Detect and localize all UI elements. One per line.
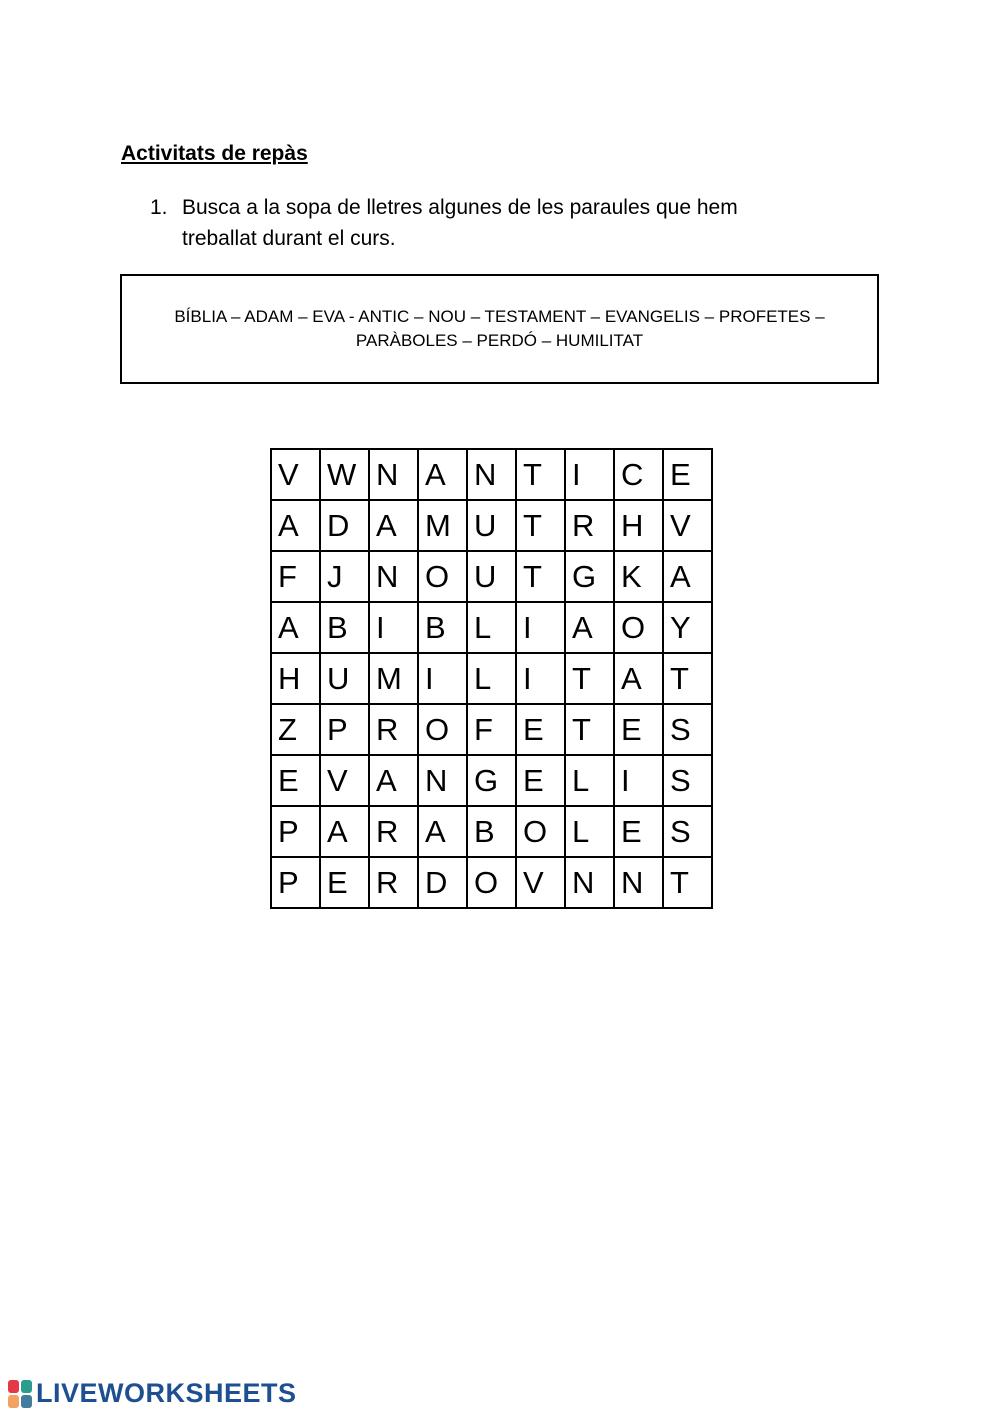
- instruction-text: [182, 192, 850, 254]
- grid-cell[interactable]: I: [369, 602, 418, 653]
- grid-cell[interactable]: L: [565, 806, 614, 857]
- grid-cell[interactable]: T: [516, 500, 565, 551]
- grid-cell[interactable]: O: [418, 551, 467, 602]
- grid-cell[interactable]: L: [565, 755, 614, 806]
- word-list-line1: BÍBLIA – ADAM – EVA - ANTIC – NOU – TESTAMENT – EVANGELIS – PROFETES –: [174, 307, 825, 326]
- grid-cell[interactable]: A: [614, 653, 663, 704]
- grid-row: [271, 755, 712, 806]
- grid-cell[interactable]: A: [369, 755, 418, 806]
- word-list-line2: PARÀBOLES – PERDÓ – HUMILITAT: [355, 331, 644, 350]
- grid-cell[interactable]: T: [516, 449, 565, 500]
- grid-cell[interactable]: D: [418, 857, 467, 908]
- grid-cell[interactable]: V: [320, 755, 369, 806]
- grid-cell[interactable]: N: [418, 755, 467, 806]
- grid-row: [271, 857, 712, 908]
- grid-cell[interactable]: N: [614, 857, 663, 908]
- grid-row: [271, 449, 712, 500]
- grid-cell[interactable]: C: [614, 449, 663, 500]
- grid-cell[interactable]: A: [369, 500, 418, 551]
- grid-cell[interactable]: G: [467, 755, 516, 806]
- grid-cell[interactable]: V: [663, 500, 712, 551]
- grid-cell[interactable]: M: [418, 500, 467, 551]
- instruction-text-line2: treballat durant el curs.: [182, 227, 396, 250]
- grid-cell[interactable]: I: [418, 653, 467, 704]
- grid-cell[interactable]: U: [320, 653, 369, 704]
- grid-cell[interactable]: U: [467, 551, 516, 602]
- grid-cell[interactable]: T: [565, 653, 614, 704]
- grid-cell[interactable]: E: [663, 449, 712, 500]
- grid-cell[interactable]: B: [467, 806, 516, 857]
- grid-row: [271, 602, 712, 653]
- grid-cell[interactable]: P: [271, 857, 320, 908]
- grid-cell[interactable]: B: [418, 602, 467, 653]
- grid-cell[interactable]: A: [418, 449, 467, 500]
- grid-cell[interactable]: N: [369, 551, 418, 602]
- grid-cell[interactable]: E: [614, 704, 663, 755]
- grid-cell[interactable]: I: [516, 602, 565, 653]
- grid-cell[interactable]: R: [369, 704, 418, 755]
- grid-cell[interactable]: T: [663, 653, 712, 704]
- grid-row: [271, 500, 712, 551]
- activity-heading: Activitats de repàs: [121, 142, 308, 165]
- grid-cell[interactable]: A: [271, 500, 320, 551]
- grid-row: [271, 806, 712, 857]
- grid-cell[interactable]: M: [369, 653, 418, 704]
- grid-cell[interactable]: O: [467, 857, 516, 908]
- grid-cell[interactable]: Y: [663, 602, 712, 653]
- grid-cell[interactable]: S: [663, 704, 712, 755]
- grid-row: [271, 653, 712, 704]
- grid-cell[interactable]: Z: [271, 704, 320, 755]
- grid-cell[interactable]: E: [614, 806, 663, 857]
- logo-block: [8, 1395, 19, 1408]
- grid-cell[interactable]: R: [369, 857, 418, 908]
- grid-cell[interactable]: R: [565, 500, 614, 551]
- grid-cell[interactable]: T: [565, 704, 614, 755]
- logo-text: LIVEWORKSHEETS: [36, 1378, 297, 1408]
- grid-cell[interactable]: A: [271, 602, 320, 653]
- grid-cell[interactable]: J: [320, 551, 369, 602]
- grid-cell[interactable]: H: [271, 653, 320, 704]
- grid-row: [271, 551, 712, 602]
- grid-cell[interactable]: U: [467, 500, 516, 551]
- grid-cell[interactable]: G: [565, 551, 614, 602]
- grid-cell[interactable]: P: [271, 806, 320, 857]
- grid-cell[interactable]: D: [320, 500, 369, 551]
- grid-cell[interactable]: E: [320, 857, 369, 908]
- grid-cell[interactable]: O: [614, 602, 663, 653]
- grid-cell[interactable]: F: [271, 551, 320, 602]
- instruction-text-line1: Busca a la sopa de lletres algunes de les paraules que hem: [182, 196, 738, 219]
- liveworksheets-logo[interactable]: [8, 1378, 297, 1409]
- grid-cell[interactable]: E: [516, 704, 565, 755]
- grid-cell[interactable]: E: [516, 755, 565, 806]
- grid-cell[interactable]: I: [614, 755, 663, 806]
- instruction-item: [150, 192, 850, 254]
- grid-cell[interactable]: N: [369, 449, 418, 500]
- grid-cell[interactable]: H: [614, 500, 663, 551]
- word-search-grid: [270, 448, 713, 909]
- grid-cell[interactable]: L: [467, 653, 516, 704]
- grid-cell[interactable]: A: [320, 806, 369, 857]
- grid-cell[interactable]: B: [320, 602, 369, 653]
- grid-row: [271, 704, 712, 755]
- grid-cell[interactable]: S: [663, 755, 712, 806]
- grid-cell[interactable]: I: [565, 449, 614, 500]
- grid-cell[interactable]: R: [369, 806, 418, 857]
- word-list: [135, 305, 865, 353]
- grid-cell[interactable]: I: [516, 653, 565, 704]
- grid-cell[interactable]: O: [418, 704, 467, 755]
- logo-blocks-icon: [8, 1380, 32, 1408]
- logo-block: [21, 1395, 32, 1408]
- grid-cell[interactable]: T: [663, 857, 712, 908]
- grid-cell[interactable]: V: [271, 449, 320, 500]
- grid-cell[interactable]: N: [565, 857, 614, 908]
- grid-cell[interactable]: S: [663, 806, 712, 857]
- grid-cell[interactable]: V: [516, 857, 565, 908]
- instruction-number: 1.: [150, 196, 168, 219]
- grid-cell[interactable]: F: [467, 704, 516, 755]
- logo-block: [8, 1380, 19, 1393]
- grid-cell[interactable]: O: [516, 806, 565, 857]
- grid-cell[interactable]: K: [614, 551, 663, 602]
- grid-cell[interactable]: E: [271, 755, 320, 806]
- word-list-box: [120, 274, 879, 384]
- grid-cell[interactable]: L: [467, 602, 516, 653]
- grid-cell[interactable]: W: [320, 449, 369, 500]
- grid-cell[interactable]: A: [663, 551, 712, 602]
- logo-block: [21, 1380, 32, 1393]
- grid-cell[interactable]: T: [516, 551, 565, 602]
- grid-cell[interactable]: N: [467, 449, 516, 500]
- grid-cell[interactable]: A: [418, 806, 467, 857]
- grid-cell[interactable]: P: [320, 704, 369, 755]
- grid-cell[interactable]: A: [565, 602, 614, 653]
